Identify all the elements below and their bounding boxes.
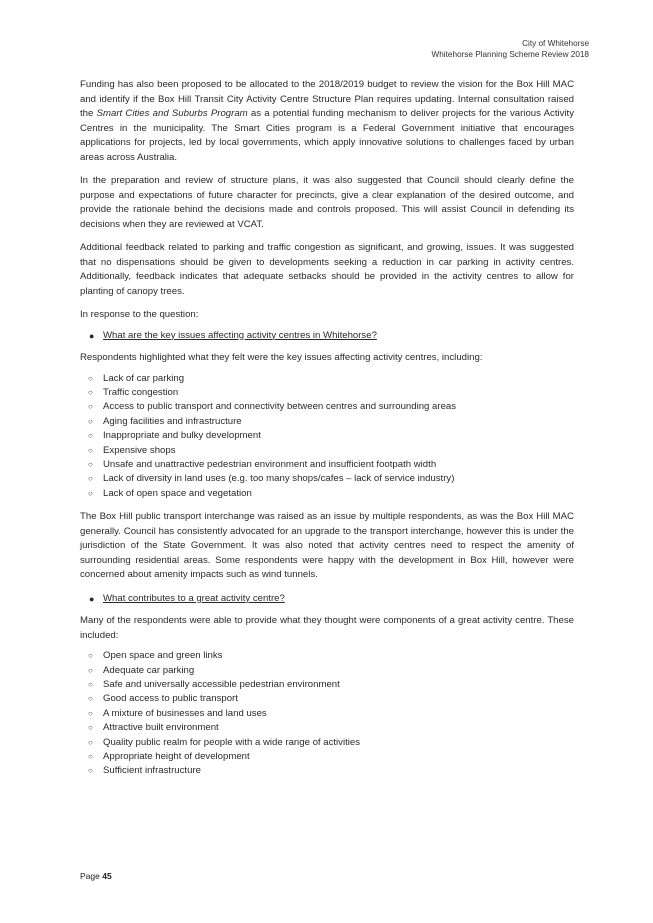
list-item-text: Appropriate height of development bbox=[103, 751, 250, 762]
list-item bbox=[88, 664, 574, 678]
list-item-text: A mixture of businesses and land uses bbox=[103, 707, 267, 719]
program-name: Smart Cities and Suburbs Program bbox=[96, 108, 248, 119]
question-great-centre bbox=[80, 592, 574, 607]
paragraph-response-intro: In response to the question: bbox=[80, 309, 199, 320]
list-item-text: Lack of car parking bbox=[103, 372, 185, 384]
circle-bullet-icon: ○ bbox=[88, 723, 93, 733]
list-item-text: Aging facilities and infrastructure bbox=[103, 415, 242, 427]
circle-bullet-icon: ○ bbox=[88, 445, 93, 455]
bullet-icon: ● bbox=[89, 593, 95, 604]
list-item-text: Traffic congestion bbox=[103, 386, 179, 398]
list-item bbox=[88, 736, 574, 750]
list-item-text: Sufficient infrastructure bbox=[103, 765, 201, 777]
paragraph-box-hill-interchange: The Box Hill public transport interchange was raised as an issue by multiple respondents, as was the Box Hill MAC generally. Council has consistently advocated for an upgrade to the transport interchange, however this is under the jurisdiction of the State Government. It was also noted that activity centres need to respect the amenity of surrounding residential areas. Some respondents were happy with the development in Box Hill, however were concerned about amenity impacts such as wind tunnels. bbox=[80, 511, 574, 581]
circle-bullet-icon: ○ bbox=[88, 679, 93, 689]
circle-bullet-icon: ○ bbox=[88, 373, 93, 383]
circle-bullet-icon: ○ bbox=[88, 431, 93, 441]
page-footer bbox=[80, 871, 112, 881]
circle-bullet-icon: ○ bbox=[88, 708, 93, 718]
paragraph-parking-feedback: Additional feedback related to parking and traffic congestion as significant, and growing, issues. It was suggested that no dispensations should be given to developments seeking a reduction in car parking in activity centres. Additionally, feedback indicates that adequate setbacks should be provided in the activity centres to allow for planting of canopy trees. bbox=[80, 242, 574, 297]
list-item bbox=[88, 750, 574, 764]
paragraph-funding: Funding has also been proposed to be allocated to the 2018/2019 budget to review the vision for the Box Hill MAC and identify if the Box Hill Transit City Activity Centre Structure Plan requires updating. Internal consultation raised the Smart Cities and Suburbs Program as a potential funding mechanism to deliver projects for the various Activity Centres in the municipality. The Smart Cities program is a Federal Government initiative that encourages applications for projects, led by local governments, which apply innovative solutions to challenges faced by urban areas across Australia. bbox=[80, 79, 575, 163]
list-item bbox=[88, 415, 574, 429]
list-item-text: Expensive shops bbox=[103, 444, 176, 456]
list-item bbox=[88, 429, 574, 443]
circle-bullet-icon: ○ bbox=[88, 488, 93, 498]
question-key-issues bbox=[80, 329, 574, 344]
issues-list bbox=[80, 372, 574, 502]
circle-bullet-icon: ○ bbox=[88, 459, 93, 469]
list-item bbox=[88, 707, 574, 721]
document-body bbox=[80, 78, 574, 788]
circle-bullet-icon: ○ bbox=[88, 402, 93, 412]
page-number: 45 bbox=[102, 871, 112, 881]
paragraph-components-intro: Many of the respondents were able to provide what they thought were components of a great activity centre. These included: bbox=[80, 615, 574, 641]
question-text: What are the key issues affecting activity centres in Whitehorse? bbox=[103, 329, 377, 341]
components-list bbox=[80, 649, 574, 779]
header-document-title: Whitehorse Planning Scheme Review 2018 bbox=[431, 50, 589, 59]
paragraph-respondents-highlighted: Respondents highlighted what they felt were the key issues affecting activity centres, including: bbox=[80, 352, 483, 363]
circle-bullet-icon: ○ bbox=[88, 766, 93, 776]
circle-bullet-icon: ○ bbox=[88, 474, 93, 484]
list-item bbox=[88, 764, 574, 778]
list-item bbox=[88, 692, 574, 706]
bullet-icon: ● bbox=[89, 330, 95, 341]
list-item bbox=[88, 386, 574, 400]
list-item-text: Good access to public transport bbox=[103, 693, 238, 705]
list-item-text: Lack of diversity in land uses (e.g. too many shops/cafes – lack of service industry) bbox=[103, 473, 455, 485]
list-item bbox=[88, 444, 574, 458]
list-item-text: Attractive built environment bbox=[103, 722, 219, 734]
list-item bbox=[88, 372, 574, 386]
circle-bullet-icon: ○ bbox=[88, 665, 93, 675]
circle-bullet-icon: ○ bbox=[88, 416, 93, 426]
circle-bullet-icon: ○ bbox=[88, 694, 93, 704]
circle-bullet-icon: ○ bbox=[88, 752, 93, 761]
list-item-text: Lack of open space and vegetation bbox=[103, 487, 252, 499]
question-text: What contributes to a great activity centre? bbox=[103, 592, 285, 604]
list-item-text: Inappropriate and bulky development bbox=[103, 430, 261, 442]
list-item-text: Safe and universally accessible pedestrian environment bbox=[103, 678, 340, 690]
list-item bbox=[88, 649, 574, 663]
list-item-text: Open space and green links bbox=[103, 650, 223, 662]
list-item-text: Unsafe and unattractive pedestrian environment and insufficient footpath width bbox=[103, 458, 437, 470]
list-item bbox=[88, 458, 574, 472]
list-item-text: Access to public transport and connectivity between centres and surrounding areas bbox=[103, 401, 457, 413]
circle-bullet-icon: ○ bbox=[88, 651, 93, 661]
list-item bbox=[88, 678, 574, 692]
page-label: Page bbox=[80, 871, 100, 881]
list-item bbox=[88, 400, 574, 414]
list-item bbox=[88, 487, 574, 501]
page-header bbox=[432, 38, 589, 60]
circle-bullet-icon: ○ bbox=[88, 387, 93, 397]
circle-bullet-icon: ○ bbox=[88, 737, 93, 747]
list-item bbox=[88, 721, 574, 735]
list-item-text: Quality public realm for people with a wide range of activities bbox=[103, 736, 361, 748]
paragraph-structure-plans: In the preparation and review of structure plans, it was also suggested that Council should clearly define the purpose and expectations of future character for precincts, give a clear explanation of the desired outcome, and provide the rationale behind the decisions made and controls proposed. This will assist Council in defending its decisions when they are reviewed at VCAT. bbox=[80, 175, 574, 230]
list-item-text: Adequate car parking bbox=[103, 664, 195, 676]
header-organisation: City of Whitehorse bbox=[522, 39, 589, 48]
list-item bbox=[88, 472, 574, 486]
